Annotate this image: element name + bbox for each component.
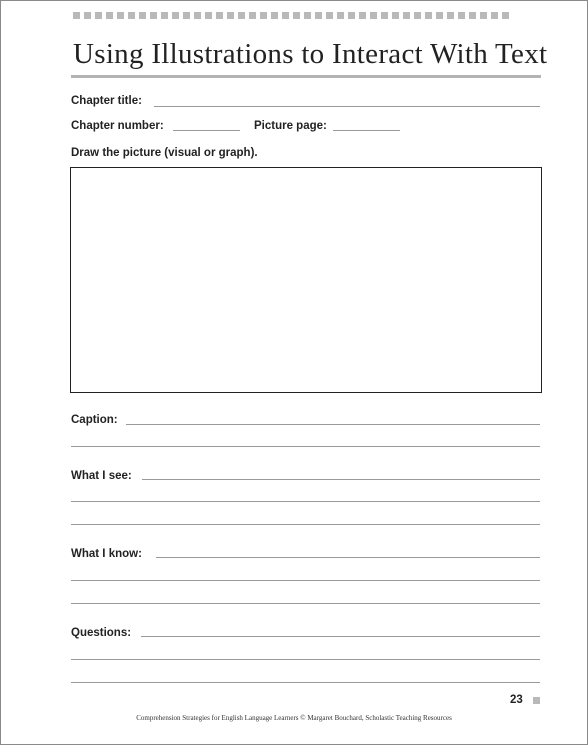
what-i-know-line[interactable] [156,557,540,558]
page-title: Using Illustrations to Interact With Text [73,38,548,70]
what-i-see-line-3[interactable] [71,524,540,525]
drawing-box[interactable] [70,167,542,393]
what-i-know-line-2[interactable] [71,580,540,581]
what-i-see-line[interactable] [142,479,540,480]
chapter-number-line[interactable] [173,130,240,131]
what-i-know-label: What I know: [71,548,142,560]
questions-line[interactable] [141,636,540,637]
questions-line-2[interactable] [71,659,540,660]
chapter-number-label: Chapter number: [71,120,164,132]
chapter-title-line[interactable] [154,106,540,107]
questions-label: Questions: [71,627,132,639]
picture-page-line[interactable] [333,130,400,131]
caption-line-2[interactable] [71,446,540,447]
page-number-square [533,697,540,704]
draw-instruction: Draw the picture (visual or graph). [71,147,258,159]
what-i-see-label: What I see: [71,470,132,482]
questions-line-3[interactable] [71,682,540,683]
picture-page-label: Picture page: [254,120,327,132]
title-divider [71,75,541,78]
chapter-title-label: Chapter title: [71,95,142,107]
what-i-know-line-3[interactable] [71,603,540,604]
footer-credit: Comprehension Strategies for English Language Learners © Margaret Bouchard, Scholastic Teaching Resources [136,714,452,722]
caption-line[interactable] [126,424,540,425]
caption-label: Caption: [71,414,118,426]
decorative-squares [73,12,541,21]
page-number: 23 [510,694,523,706]
what-i-see-line-2[interactable] [71,501,540,502]
